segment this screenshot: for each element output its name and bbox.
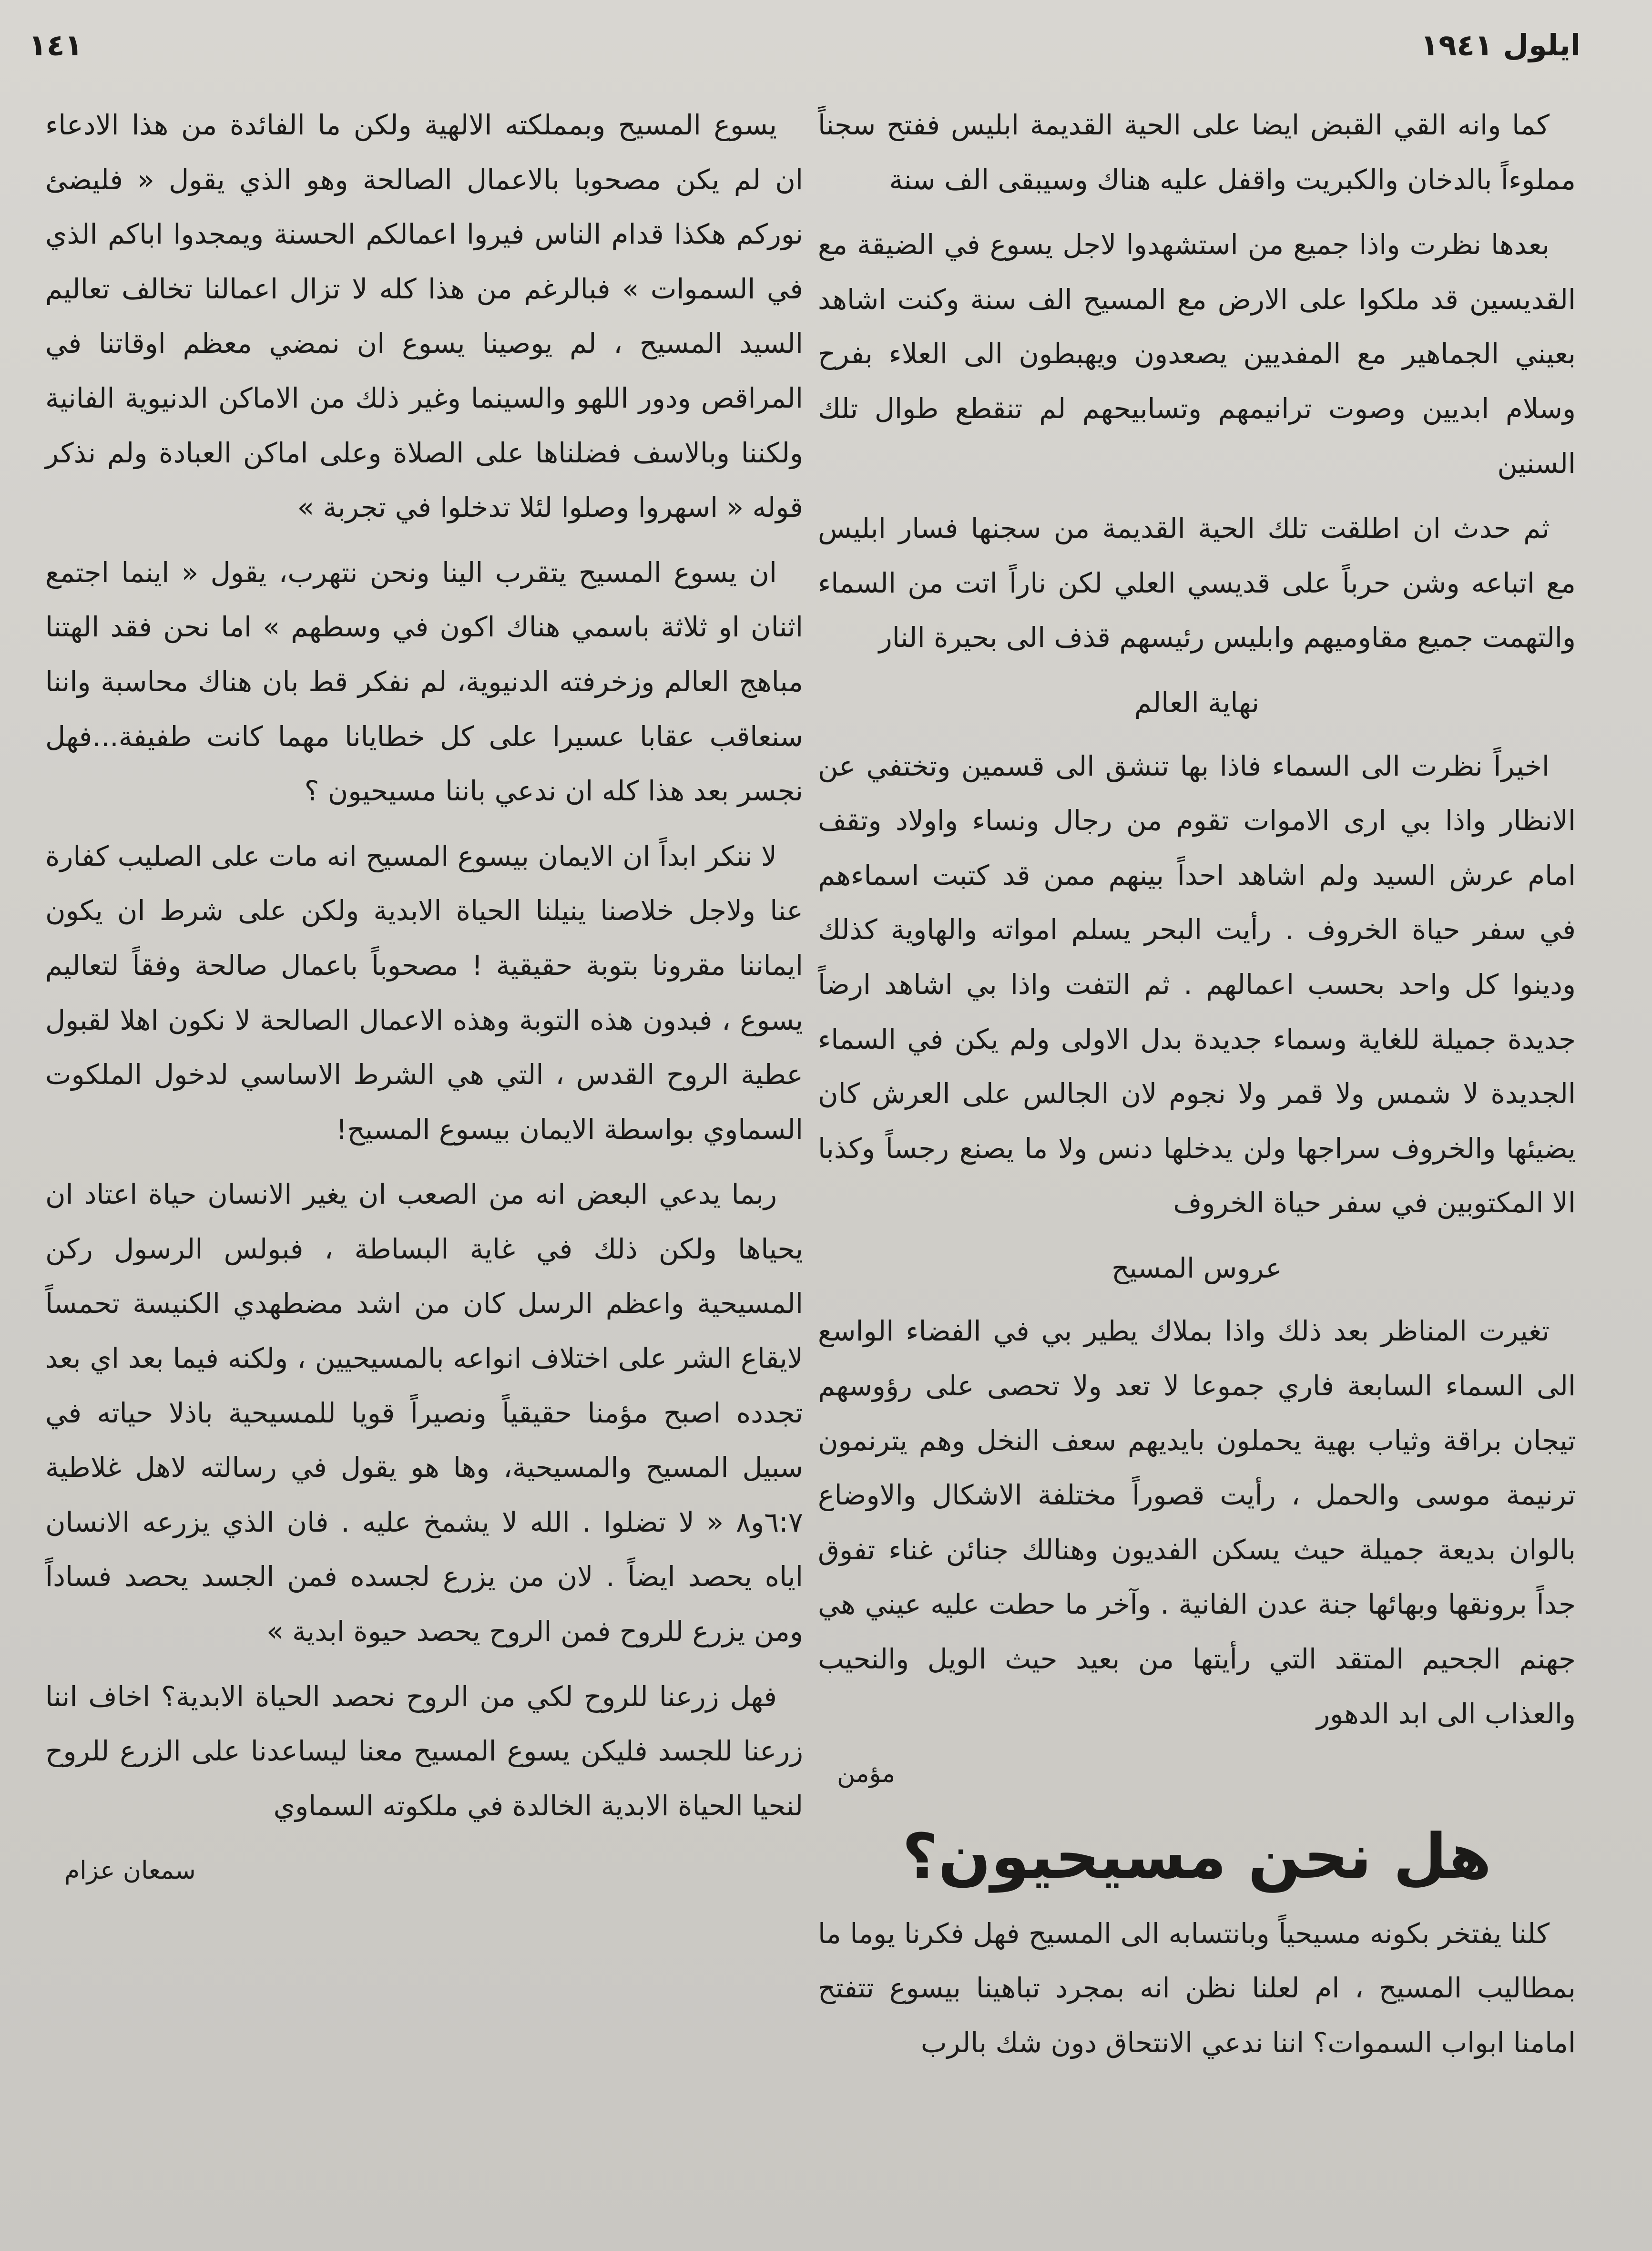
section-heading-bride: عروس المسيح xyxy=(1112,1251,1282,1284)
paragraph: كما وانه القي القبض ايضا على الحية القديمة ابليس ففتح سجناً مملوءاً بالدخان والكبريت واقفل عليه هناك وسيبقى الف سنة xyxy=(818,109,1576,196)
paragraph: بعدها نظرت واذا جميع من استشهدوا لاجل يسوع في الضيقة مع القديسين قد ملكوا على الارض مع المسيح الف سنة وكنت اشاهد بعيني الجماهير مع المفديين يصعدون ويهبطون الى العلاء بفرح وسلام ابديين وصوت ترانيمهم وتسابيحهم لم تنقطع طوال تلك السنين xyxy=(818,228,1576,480)
paragraph: ربما يدعي البعض انه من الصعب ان يغير الانسان حياة اعتاد ان يحياها ولكن ذلك في غاية البساطة ، فبولس الرسول ركن المسيحية واعظم الرسل كان من اشد مضطهدي الكنيسة تحمساً لايقاع الشر على اختلاف انواعه بالمسيحيين ، ولكنه فيما بعد اي بعد تجدده اصبح مؤمنا حقيقياً ونصيراً قويا للمسيحية باذلا حياته في سبيل المسيح والمسيحية، وها هو يقول في رسالته لاهل غلاطية ٦:٧و٨ « لا تضلوا . الله لا يشمخ عليه . فان الذي يزرعه الانسان اياه يحصد ايضاً . لان من يزرع لجسده فمن الجسد يحصد فساداً ومن يزرع للروح فمن الروح يحصد حيوة ابدية » xyxy=(45,1178,803,1648)
paragraph: يسوع المسيح وبمملكته الالهية ولكن ما الفائدة من هذا الادعاء ان لم يكن مصحوبا بالاعمال الصالحة وهو الذي يقول « فليضئ نوركم هكذا قدام الناس فيروا اعمالكم الحسنة ويمجدوا اباكم الذي في السموات » فبالرغم من هذا كله لا تزال اعمالنا تخالف تعاليم السيد المسيح ، لم يوصينا يسوع ان نمضي معظم اوقاتنا في المراقص ودور اللهو والسينما وغير ذلك من الاماكن الدنيوية الفانية ولكننا وبالاسف فضلناها على الصلاة وعلى اماكن العبادة ولم نذكر قوله « اسهروا وصلوا لئلا تدخلوا في تجربة » xyxy=(45,109,803,524)
page-number: ١٤١ xyxy=(29,28,83,62)
author-signature: سمعان عزام xyxy=(64,1856,196,1885)
article-title: هل نحن مسيحيون؟ xyxy=(902,1820,1492,1893)
paragraph: ان يسوع المسيح يتقرب الينا ونحن نتهرب، يقول « اينما اجتمع اثنان او ثلاثة باسمي هناك اكون في وسطهم » اما نحن فقد الهتنا مباهج العالم وزخرفته الدنيوية، لم نفكر قط بان هناك محاسبة واننا سنعاقب عقابا عسيرا على كل خطايانا مهما كانت طفيفة...فهل نجسر بعد هذا كله ان ندعي باننا مسيحيون ؟ xyxy=(45,556,803,808)
left-column xyxy=(45,98,803,1905)
right-column xyxy=(818,98,1576,2081)
paragraph: كلنا يفتخر بكونه مسيحياً وبانتسابه الى المسيح فهل فكرنا يوما ما بمطاليب المسيح ، ام لعلنا نظن انه بمجرد تباهينا بيسوع تتفتح امامنا ابواب السموات؟ اننا ندعي الانتحاق دون شك بالرب xyxy=(818,1917,1576,2059)
section-heading-end-of-world: نهاية العالم xyxy=(1134,686,1259,719)
author-signature: مؤمن xyxy=(837,1760,896,1789)
issue-date: ايلول ١٩٤١ xyxy=(1420,28,1581,62)
paragraph: تغيرت المناظر بعد ذلك واذا بملاك يطير بي في الفضاء الواسع الى السماء السابعة فاري جموعا لا تعد ولا تحصى على رؤوسهم تيجان براقة وثياب بهية يحملون بايديهم سعف النخل وهم يترنمون ترنيمة موسى والحمل ، رأيت قصوراً مختلفة الاشكال والاوضاع بالوان بديعة جميلة حيث يسكن الفديون وهنالك جنائن غناء تفوق جداً برونقها وبهائها جنة عدن الفانية . وآخر ما حطت عليه عيني هي جهنم الجحيم المتقد التي رأيتها من بعيد حيث الويل والنحيب والعذاب الى ابد الدهور xyxy=(818,1315,1576,1730)
paragraph: اخيراً نظرت الى السماء فاذا بها تنشق الى قسمين وتختفي عن الانظار واذا بي ارى الاموات تقوم من رجال ونساء واولاد وتقف امام عرش السيد ولم اشاهد احداً بينهم ممن قد كتبت اسماءهم في سفر حياة الخروف . رأيت البحر يسلم امواته والهاوية كذلك ودينوا كل واحد بحسب اعمالهم . ثم التفت واذا بي اشاهد ارضاً جديدة جميلة للغاية وسماء جديدة بدل الاولى ولم يكن في السماء الجديدة لا شمس ولا قمر ولا نجوم لان الجالس على العرش كان يضيئها والخروف سراجها ولن يدخلها دنس ولا ما يصنع رجساً وكذبا الا المكتوبين في سفر حياة الخروف xyxy=(818,749,1576,1219)
paragraph: لا ننكر ابداً ان الايمان بيسوع المسيح انه مات على الصليب كفارة عنا ولاجل خلاصنا ينيلنا الحياة الابدية ولكن على شرط ان يكون ايماننا مقرونا بتوبة حقيقية ! مصحوباً باعمال صالحة وفقاً لتعاليم يسوع ، فبدون هذه التوبة وهذه الاعمال الصالحة لا نكون اهلا لقبول عطية الروح القدس ، التي هي الشرط الاساسي لدخول الملكوت السماوي بواسطة الايمان بيسوع المسيح! xyxy=(45,839,803,1146)
paragraph: فهل زرعنا للروح لكي من الروح نحصد الحياة الابدية؟ اخاف اننا زرعنا للجسد فليكن يسوع المسيح معنا ليساعدنا على الزرع للروح لنحيا الحياة الابدية الخالدة في ملكوته السماوي xyxy=(45,1680,803,1822)
paragraph: ثم حدث ان اطلقت تلك الحية القديمة من سجنها فسار ابليس مع اتباعه وشن حرباً على قديسي العلي لكن ناراً اتت من السماء والتهمت جميع مقاوميهم وابليس رئيسهم قذف الى بحيرة النار xyxy=(818,512,1576,654)
